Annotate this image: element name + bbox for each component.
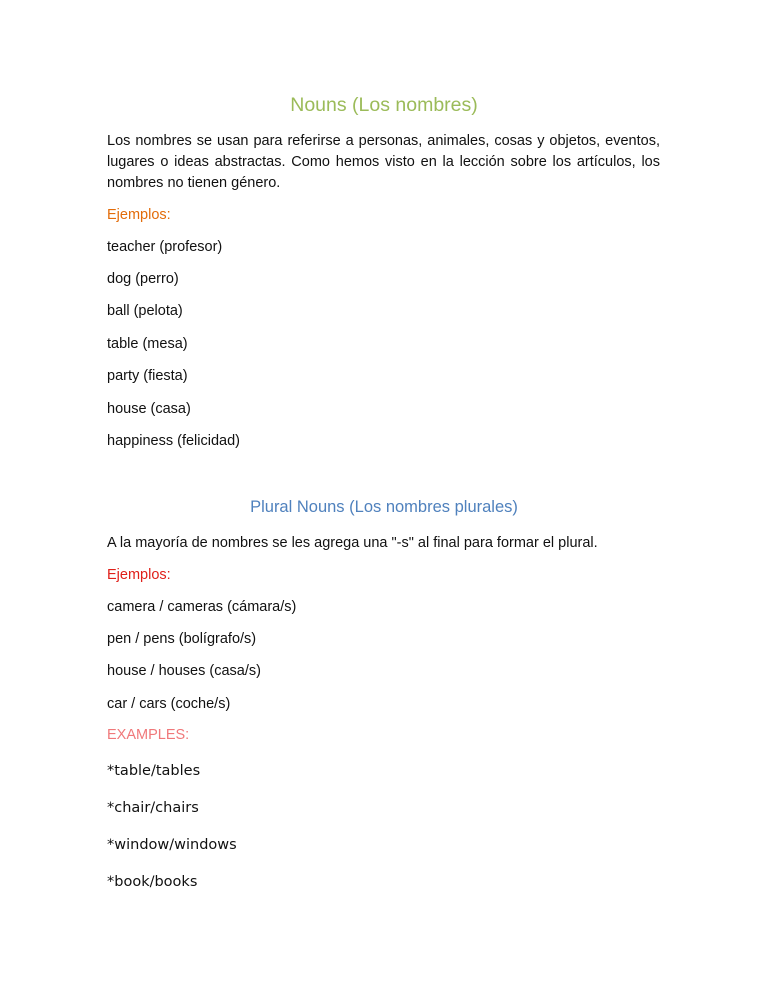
section1-title: Nouns (Los nombres) [290,94,478,116]
plural-example-item: car / cars (coche/s) [107,696,231,712]
section2-title: Plural Nouns (Los nombres plurales) [250,498,518,516]
extra-example-item: *table/tables [107,763,201,779]
section2-examples-label: Ejemplos: [107,567,171,583]
section1-examples-label: Ejemplos: [107,207,171,223]
example-item: house (casa) [107,401,191,417]
plural-example-item: pen / pens (bolígrafo/s) [107,631,257,647]
plural-example-item: house / houses (casa/s) [107,663,261,679]
example-item: party (fiesta) [107,368,188,384]
section2-intro: A la mayoría de nombres se les agrega una "-s" al final para formar el plural. [107,535,598,551]
plural-example-item: camera / cameras (cámara/s) [107,599,297,615]
extra-example-item: *window/windows [107,837,237,853]
extra-example-item: *chair/chairs [107,800,199,816]
extra-example-item: *book/books [107,874,198,890]
example-item: ball (pelota) [107,303,183,319]
example-item: teacher (profesor) [107,239,223,255]
example-item: dog (perro) [107,271,179,287]
example-item: table (mesa) [107,336,188,352]
example-item: happiness (felicidad) [107,433,240,449]
section1-intro: Los nombres se usan para referirse a personas, animales, cosas y objetos, eventos, lugares o ideas abstractas. Como hemos visto en la lección sobre los artículos, los nombres no tienen género. [107,133,660,191]
extra-examples-label: EXAMPLES: [107,727,190,743]
